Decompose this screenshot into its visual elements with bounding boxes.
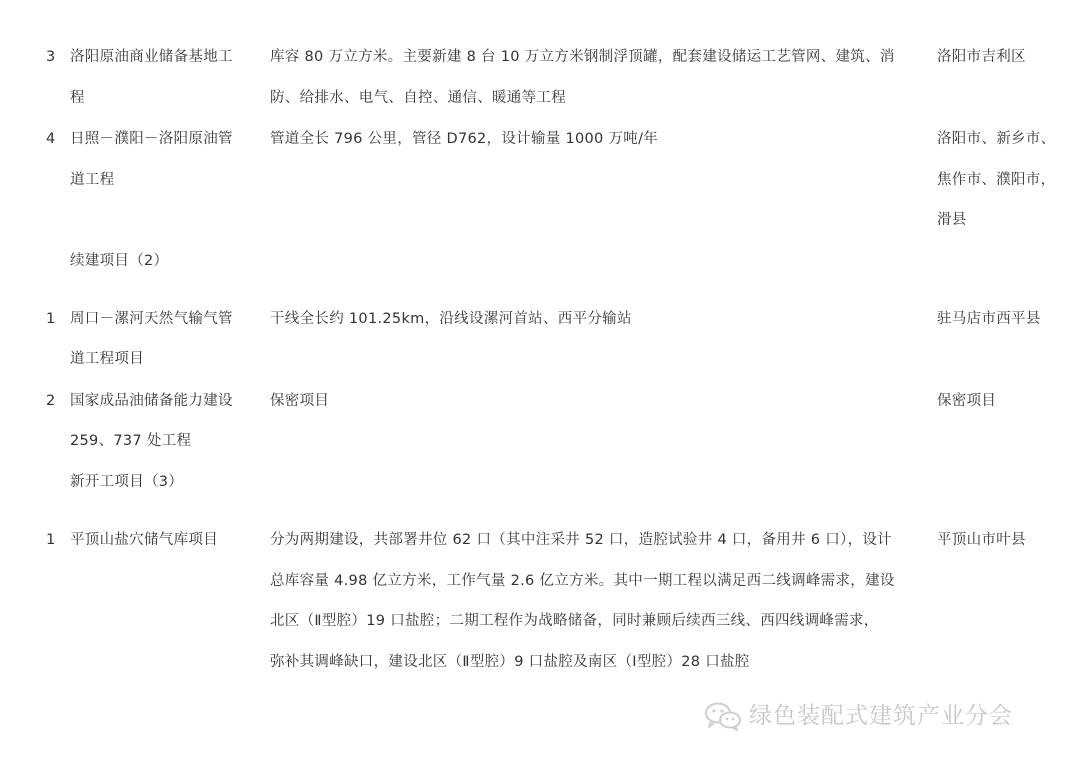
project-name-line: 国家成品油储备能力建设 [70,393,233,409]
row-number: 3 [46,49,56,65]
watermark [703,700,1013,732]
project-name-line: 周口－漯河天然气输气管 [70,311,233,327]
project-description-line: 库容 80 万立方米。主要新建 8 台 10 万立方米钢制浮顶罐，配套建设储运工艺管网、建筑、消 [270,49,895,65]
section-heading-new-start: 新开工项目（3） [70,474,184,490]
row-number: 4 [46,131,56,147]
row-number: 1 [46,532,56,548]
wechat-icon [703,701,743,731]
project-name-line: 道工程 [70,172,115,188]
project-name-line: 259、737 处工程 [70,433,192,449]
project-description-line: 管道全长 796 公里，管径 D762，设计输量 1000 万吨/年 [270,131,659,147]
project-location-line: 洛阳市吉利区 [937,49,1026,65]
project-name-line: 程 [70,90,85,106]
watermark-text: 绿色装配式建筑产业分会 [749,703,1013,729]
project-description-line: 保密项目 [270,393,330,409]
project-name-line: 道工程项目 [70,351,144,367]
row-number: 2 [46,393,56,409]
section-heading-continuing: 续建项目（2） [70,253,169,269]
project-location-line: 焦作市、濮阳市， [937,172,1056,188]
project-location-line: 驻马店市西平县 [937,311,1041,327]
project-location-line: 洛阳市、新乡市、 [937,131,1056,147]
row-number: 1 [46,311,56,327]
project-description-line: 干线全长约 101.25km，沿线设漯河首站、西平分输站 [270,311,632,327]
project-description-line: 北区（Ⅱ型腔）19 口盐腔；二期工程作为战略储备，同时兼顾后续西三线、西四线调峰需求， [270,613,879,629]
project-description-line: 防、给排水、电气、自控、通信、暖通等工程 [270,90,566,106]
project-location-line: 滑县 [937,212,967,228]
project-name-line: 平顶山盐穴储气库项目 [70,532,218,548]
project-name-line: 日照－濮阳－洛阳原油管 [70,131,233,147]
project-location-line: 保密项目 [937,393,997,409]
project-name-line: 洛阳原油商业储备基地工 [70,49,233,65]
project-location-line: 平顶山市叶县 [937,532,1026,548]
project-description-line: 分为两期建设，共部署井位 62 口（其中注采井 52 口，造腔试验井 4 口，备用井 6 口），设计 [270,532,892,548]
project-description-line: 总库容量 4.98 亿立方米，工作气量 2.6 亿立方米。其中一期工程以满足西二线调峰需求，建设 [270,573,895,589]
project-description-line: 弥补其调峰缺口，建设北区（Ⅱ型腔）9 口盐腔及南区（Ⅰ型腔）28 口盐腔 [270,654,750,670]
